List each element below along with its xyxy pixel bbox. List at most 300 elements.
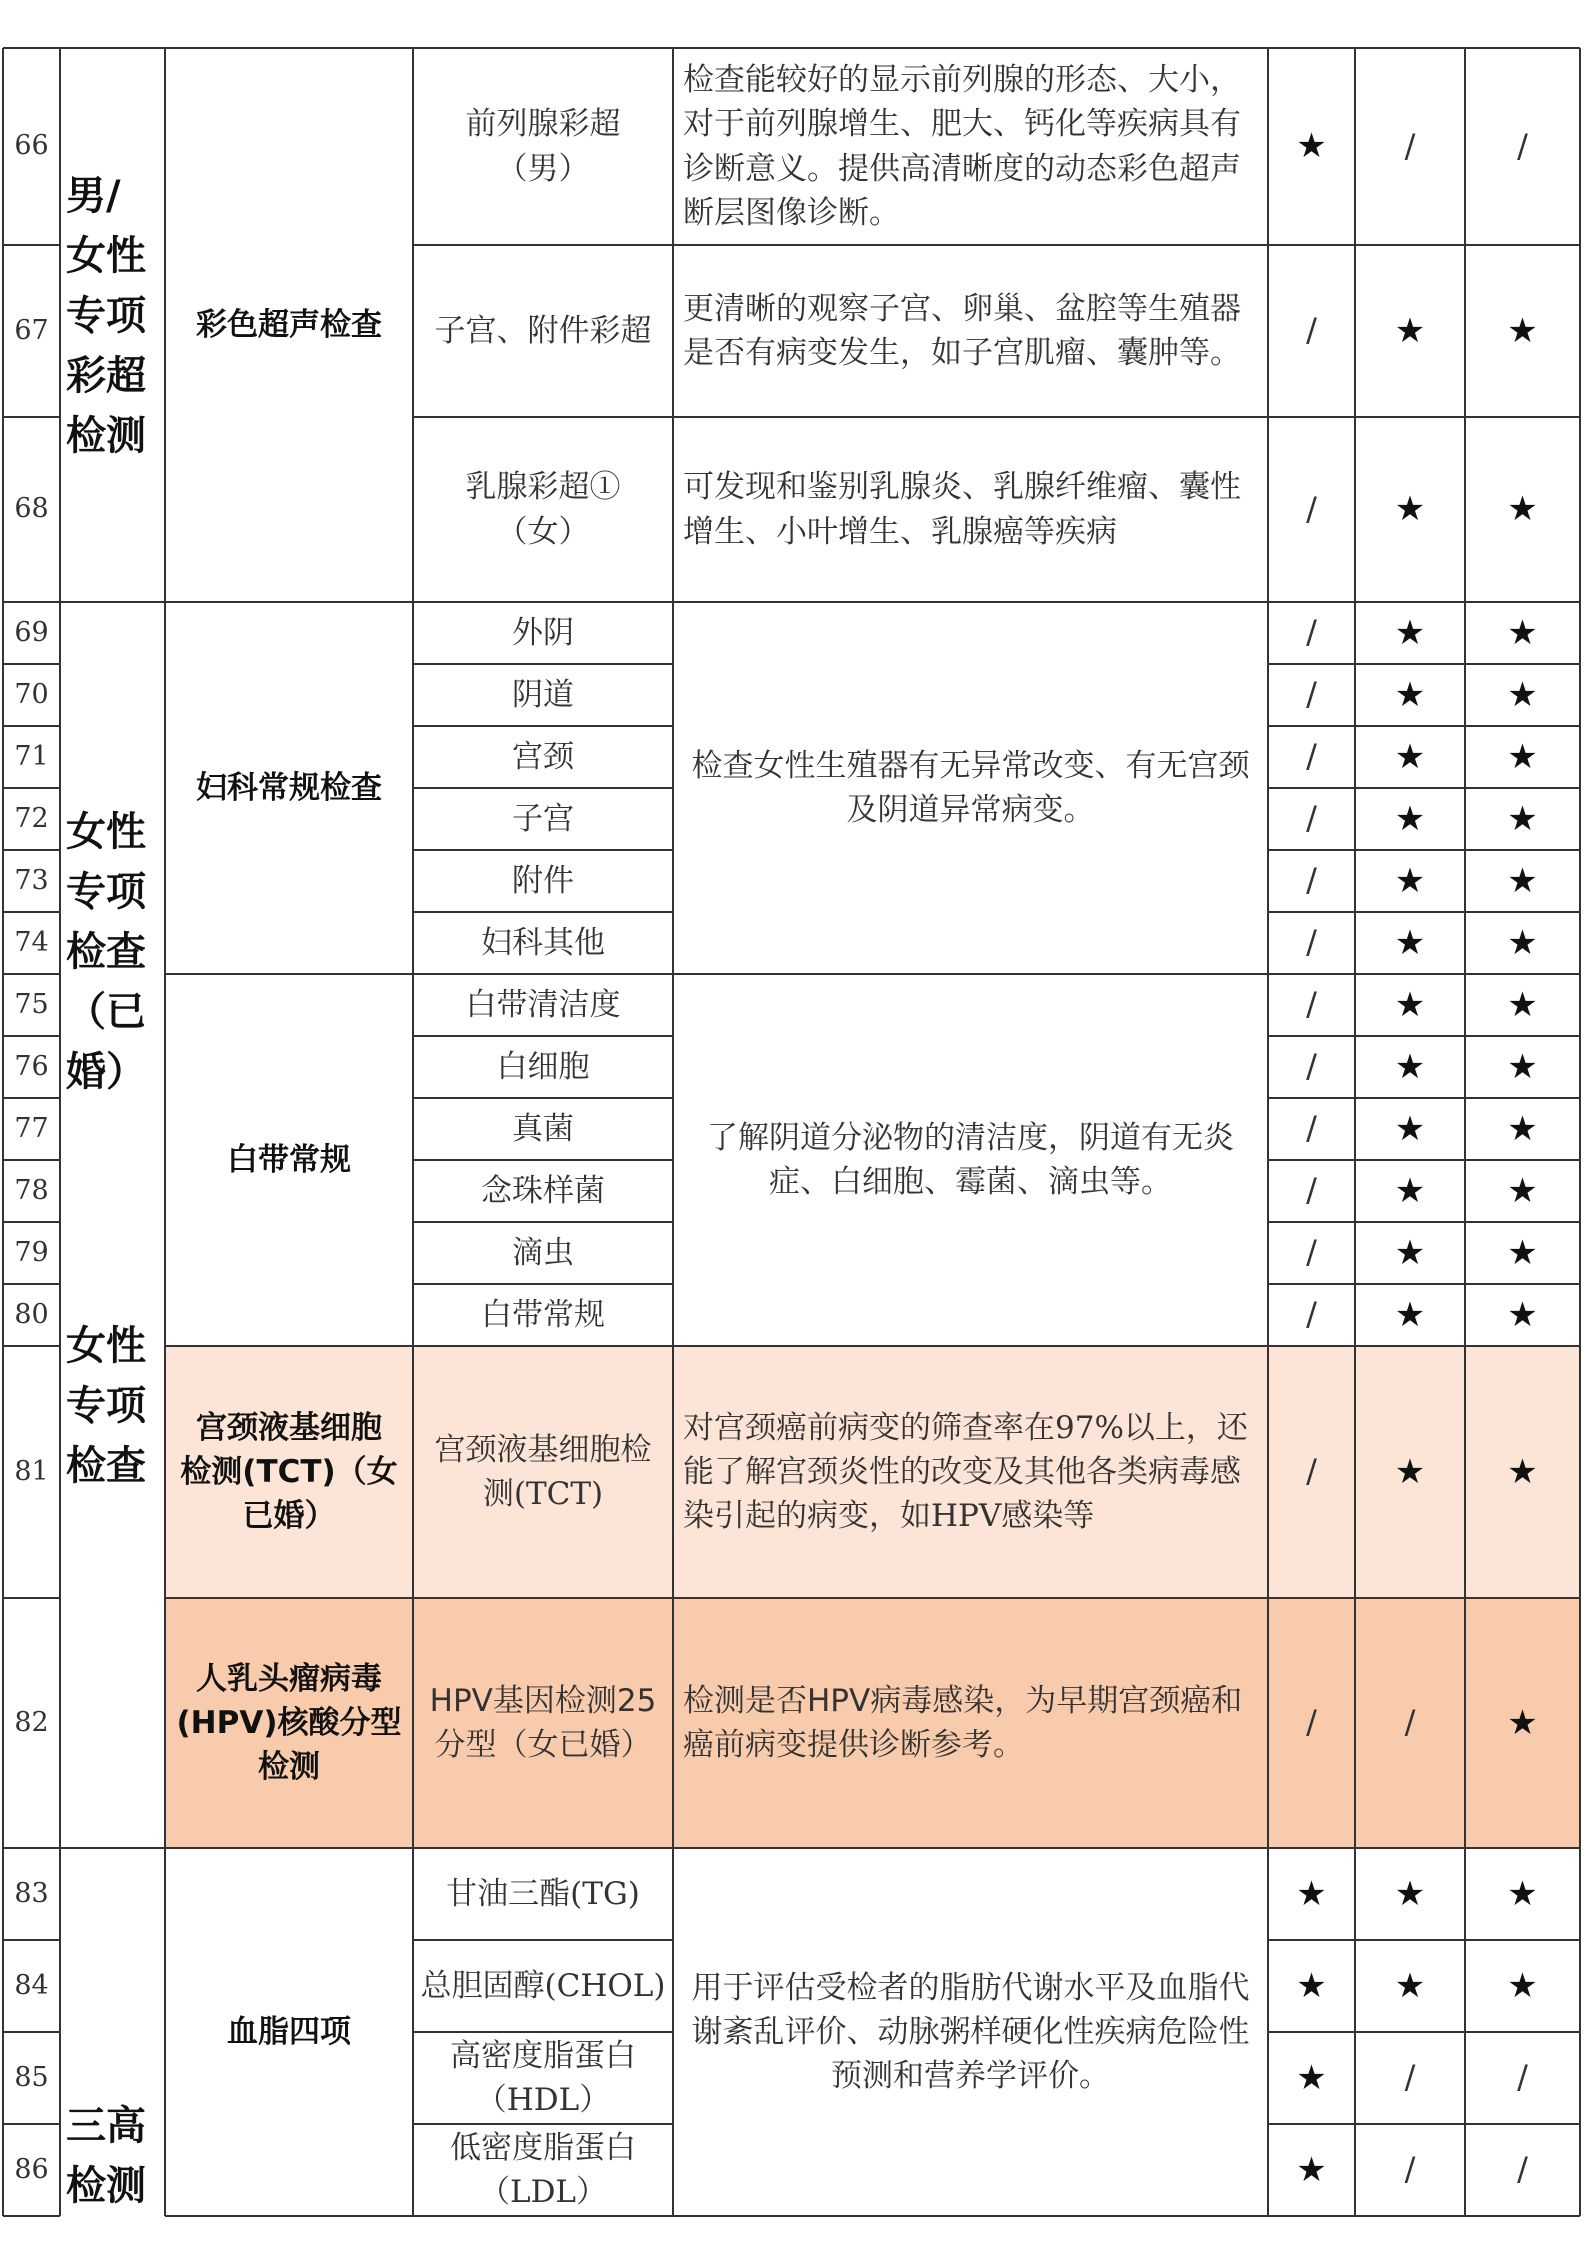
item-name-text: 子宫、附件彩超 xyxy=(434,312,652,349)
grid-line xyxy=(413,911,673,913)
item-name xyxy=(413,1160,673,1222)
package-mark-1-text: / xyxy=(1306,985,1317,1024)
item-name-text: 妇科其他 xyxy=(481,924,605,961)
item-name-text: 白细胞 xyxy=(496,1048,590,1085)
category-cell-text: 女性 专项 检查 （已 婚） xyxy=(66,809,146,1095)
item-name-text: 低密度脂蛋白 （LDL） xyxy=(450,2129,636,2210)
grid-line xyxy=(1268,416,1580,418)
item-name-text: 白带清洁度 xyxy=(465,986,621,1023)
item-name-text: 念珠样菌 xyxy=(481,1172,605,1209)
grid-line xyxy=(413,725,673,727)
grid-line xyxy=(1268,1939,1580,1941)
package-mark-2 xyxy=(1355,974,1465,1036)
row-number-text: 69 xyxy=(14,616,49,648)
row-number xyxy=(3,788,60,850)
package-mark-3-text: ★ xyxy=(1507,1046,1538,1087)
package-mark-1 xyxy=(1268,245,1355,417)
item-name-text: 宫颈 xyxy=(512,738,574,775)
package-mark-1 xyxy=(1268,1098,1355,1160)
grid-line xyxy=(413,244,673,246)
row-number xyxy=(3,48,60,245)
grid-line xyxy=(3,1939,60,1941)
grid-line xyxy=(3,2123,60,2125)
package-mark-1-text: / xyxy=(1306,1171,1317,1210)
grid-line xyxy=(3,1159,60,1161)
grid-line xyxy=(3,601,60,603)
package-mark-1-text: / xyxy=(1306,737,1317,776)
grid-line xyxy=(165,1345,413,1347)
grid-line xyxy=(1268,911,1580,913)
package-mark-1-text: ★ xyxy=(1296,126,1327,167)
grid-line xyxy=(60,1847,165,1849)
package-mark-3-text: ★ xyxy=(1507,1232,1538,1273)
package-mark-3 xyxy=(1465,1222,1580,1284)
grid-line xyxy=(413,416,673,418)
package-mark-2-text: ★ xyxy=(1394,674,1426,715)
item-name xyxy=(413,974,673,1036)
grid-line xyxy=(59,48,61,2216)
row-number-text: 66 xyxy=(14,130,49,162)
package-mark-2-text: ★ xyxy=(1394,489,1426,530)
package-mark-1 xyxy=(1268,974,1355,1036)
grid-line xyxy=(1268,1221,1580,1223)
item-name-text: 附件 xyxy=(512,862,574,899)
package-mark-2-text: / xyxy=(1404,126,1416,165)
package-mark-2-text: / xyxy=(1404,2150,1416,2189)
package-mark-3-text: ★ xyxy=(1507,1451,1538,1492)
package-mark-3 xyxy=(1465,664,1580,726)
item-name-text: 高密度脂蛋白 （HDL） xyxy=(450,2037,636,2118)
row-number xyxy=(3,1222,60,1284)
grid-line xyxy=(413,1345,673,1347)
package-mark-3-text: ★ xyxy=(1507,489,1538,530)
package-mark-3 xyxy=(1465,245,1580,417)
description-cell-text: 检查女性生殖器有无异常改变、有无宫颈及阴道异常病变。 xyxy=(691,747,1250,828)
grid-line xyxy=(413,1097,673,1099)
description-cell xyxy=(673,48,1268,245)
item-name xyxy=(413,2032,673,2124)
package-mark-3 xyxy=(1465,1940,1580,2032)
item-name xyxy=(413,1848,673,1940)
row-number-text: 82 xyxy=(14,1706,49,1738)
row-number-text: 84 xyxy=(14,1969,49,2001)
package-mark-1 xyxy=(1268,1284,1355,1346)
grid-line xyxy=(165,1847,413,1849)
grid-line xyxy=(1268,601,1580,603)
group-cell xyxy=(165,1848,413,2216)
row-number xyxy=(3,974,60,1036)
group-cell-text: 白带常规 xyxy=(227,1141,351,1178)
package-mark-3-text: / xyxy=(1517,2150,1528,2189)
package-mark-3-text: ★ xyxy=(1507,1108,1538,1149)
item-name xyxy=(413,2124,673,2216)
package-mark-2 xyxy=(1355,1036,1465,1098)
package-mark-2-text: ★ xyxy=(1394,310,1426,351)
package-mark-2-text: ★ xyxy=(1394,1873,1426,1914)
grid-line xyxy=(413,1283,673,1285)
package-mark-2-text: ★ xyxy=(1394,922,1426,963)
row-number xyxy=(3,1598,60,1848)
grid-line xyxy=(3,725,60,727)
description-cell-text: 用于评估受检者的脂肪代谢水平及血脂代谢紊乱评价、动脉粥样硬化性疾病危险性预测和营养学评价。 xyxy=(691,1969,1250,2094)
group-cell-text: 宫颈液基细胞 检测(TCT)（女 已婚） xyxy=(180,1409,398,1534)
row-number xyxy=(3,1940,60,2032)
description-cell xyxy=(673,602,1268,974)
category-cell-text: 三高 检测 xyxy=(66,2103,146,2209)
item-name-text: 宫颈液基细胞检 测(TCT) xyxy=(434,1431,652,1512)
item-name-text: 总胆固醇(CHOL) xyxy=(420,1967,666,2004)
grid-line xyxy=(413,663,673,665)
package-mark-1 xyxy=(1268,1598,1355,1848)
grid-line xyxy=(1354,48,1356,2216)
item-name xyxy=(413,48,673,245)
row-number xyxy=(3,664,60,726)
group-cell xyxy=(165,1598,413,1848)
item-name xyxy=(413,1036,673,1098)
package-mark-3-text: / xyxy=(1517,2058,1528,2097)
package-mark-2-text: ★ xyxy=(1394,1451,1426,1492)
package-mark-1 xyxy=(1268,912,1355,974)
grid-line xyxy=(673,601,1268,603)
package-mark-3-text: ★ xyxy=(1507,860,1538,901)
row-number-text: 73 xyxy=(14,864,49,896)
package-mark-1 xyxy=(1268,788,1355,850)
package-mark-1-text: / xyxy=(1306,1452,1317,1491)
package-mark-1-text: / xyxy=(1306,311,1317,350)
description-cell xyxy=(673,1598,1268,1848)
grid-line xyxy=(413,1159,673,1161)
package-mark-2-text: ★ xyxy=(1394,1108,1426,1149)
package-mark-1 xyxy=(1268,48,1355,245)
grid-line xyxy=(413,601,673,603)
package-mark-2 xyxy=(1355,788,1465,850)
item-name-text: 前列腺彩超 （男） xyxy=(465,106,621,187)
grid-line xyxy=(413,47,673,49)
grid-line xyxy=(673,416,1268,418)
item-name-text: 真菌 xyxy=(512,1110,574,1147)
grid-line xyxy=(673,2215,1268,2217)
row-number-text: 77 xyxy=(14,1112,49,1144)
grid-line xyxy=(673,1345,1268,1347)
package-mark-3 xyxy=(1465,974,1580,1036)
package-mark-2 xyxy=(1355,664,1465,726)
package-mark-3 xyxy=(1465,850,1580,912)
grid-line xyxy=(1268,47,1580,49)
grid-line xyxy=(413,2031,673,2033)
row-number-text: 71 xyxy=(14,740,49,772)
description-cell-text: 可发现和鉴别乳腺炎、乳腺纤维瘤、囊性增生、小叶增生、乳腺癌等疾病 xyxy=(683,469,1241,550)
grid-line xyxy=(3,2215,60,2217)
package-mark-2 xyxy=(1355,2032,1465,2124)
row-number xyxy=(3,1160,60,1222)
item-name-text: 外阴 xyxy=(512,614,574,651)
package-mark-1-text: / xyxy=(1306,1703,1317,1742)
grid-line xyxy=(3,911,60,913)
grid-line xyxy=(164,48,166,2216)
row-number-text: 70 xyxy=(14,678,49,710)
package-mark-2 xyxy=(1355,1098,1465,1160)
grid-line xyxy=(3,1097,60,1099)
category-cell xyxy=(60,1316,165,1818)
package-mark-2-text: / xyxy=(1404,1703,1416,1742)
item-name xyxy=(413,245,673,417)
package-mark-1 xyxy=(1268,1940,1355,2032)
grid-line xyxy=(1268,849,1580,851)
description-cell-text: 检测是否HPV病毒感染，为早期宫颈癌和癌前病变提供诊断参考。 xyxy=(683,1682,1243,1763)
package-mark-2-text: ★ xyxy=(1394,1170,1426,1211)
item-name-text: 乳腺彩超① （女） xyxy=(465,469,621,550)
grid-line xyxy=(1464,48,1466,2216)
grid-line xyxy=(165,2215,413,2217)
row-number-text: 80 xyxy=(14,1298,49,1330)
grid-line xyxy=(3,1847,60,1849)
package-mark-1-text: ★ xyxy=(1296,1965,1327,2006)
package-mark-2-text: ★ xyxy=(1394,860,1426,901)
grid-line xyxy=(1268,1159,1580,1161)
package-mark-1-text: / xyxy=(1306,1233,1317,1272)
package-mark-3-text: ★ xyxy=(1507,674,1538,715)
row-number-text: 67 xyxy=(14,314,49,346)
grid-line xyxy=(3,973,60,975)
grid-line xyxy=(165,1597,413,1599)
grid-line xyxy=(413,973,673,975)
item-name xyxy=(413,1598,673,1848)
grid-line xyxy=(1268,244,1580,246)
item-name xyxy=(413,417,673,602)
row-number xyxy=(3,1284,60,1346)
group-cell-text: 妇科常规检查 xyxy=(196,769,382,806)
package-mark-3-text: ★ xyxy=(1507,310,1538,351)
package-mark-1-text: / xyxy=(1306,1047,1317,1086)
package-mark-1-text: ★ xyxy=(1296,2149,1327,2190)
row-number-text: 75 xyxy=(14,988,49,1020)
package-mark-3 xyxy=(1465,912,1580,974)
package-mark-2-text: ★ xyxy=(1394,1294,1426,1335)
row-number xyxy=(3,602,60,664)
grid-line xyxy=(1268,1283,1580,1285)
package-mark-2 xyxy=(1355,2124,1465,2216)
item-name-text: 滴虫 xyxy=(512,1234,574,1271)
package-mark-3 xyxy=(1465,1284,1580,1346)
package-mark-3-text: ★ xyxy=(1507,1873,1538,1914)
item-name xyxy=(413,602,673,664)
row-number-text: 86 xyxy=(14,2153,49,2185)
row-number-text: 85 xyxy=(14,2061,49,2093)
grid-line xyxy=(3,1035,60,1037)
grid-line xyxy=(1267,48,1269,2216)
package-mark-1 xyxy=(1268,2124,1355,2216)
group-cell xyxy=(165,1346,413,1598)
grid-line xyxy=(2,48,4,2216)
description-cell xyxy=(673,974,1268,1346)
package-mark-3-text: ★ xyxy=(1507,984,1538,1025)
grid-line xyxy=(673,973,1268,975)
package-mark-2 xyxy=(1355,1848,1465,1940)
package-mark-2-text: ★ xyxy=(1394,612,1426,653)
package-mark-2-text: ★ xyxy=(1394,1046,1426,1087)
package-mark-2-text: / xyxy=(1404,2058,1416,2097)
package-mark-1-text: / xyxy=(1306,489,1317,528)
package-mark-3 xyxy=(1465,48,1580,245)
package-mark-3 xyxy=(1465,2124,1580,2216)
package-mark-3 xyxy=(1465,602,1580,664)
package-mark-1 xyxy=(1268,417,1355,602)
package-mark-2-text: ★ xyxy=(1394,798,1426,839)
item-name xyxy=(413,850,673,912)
package-mark-2 xyxy=(1355,1284,1465,1346)
package-mark-2-text: ★ xyxy=(1394,984,1426,1025)
category-cell-text: 女性 专项 检查 xyxy=(66,1323,146,1489)
grid-line xyxy=(165,47,413,49)
package-mark-2-text: ★ xyxy=(1394,1232,1426,1273)
item-name xyxy=(413,664,673,726)
grid-line xyxy=(3,787,60,789)
grid-line xyxy=(1268,725,1580,727)
row-number-text: 83 xyxy=(14,1877,49,1909)
grid-line xyxy=(3,663,60,665)
package-mark-1 xyxy=(1268,1346,1355,1598)
grid-line xyxy=(1268,787,1580,789)
grid-line xyxy=(413,1939,673,1941)
grid-line xyxy=(673,47,1268,49)
category-cell-text: 男/ 女性 专项 彩超 检测 xyxy=(66,173,146,459)
item-name xyxy=(413,912,673,974)
package-mark-2-text: ★ xyxy=(1394,736,1426,777)
grid-line xyxy=(3,47,60,49)
item-name xyxy=(413,1098,673,1160)
package-mark-2 xyxy=(1355,245,1465,417)
grid-line xyxy=(413,1847,673,1849)
item-name xyxy=(413,1346,673,1598)
grid-line xyxy=(673,244,1268,246)
item-name xyxy=(413,1940,673,2032)
package-mark-3-text: / xyxy=(1517,126,1528,165)
package-mark-3-text: ★ xyxy=(1507,922,1538,963)
package-mark-3 xyxy=(1465,1160,1580,1222)
row-number xyxy=(3,245,60,417)
package-mark-1-text: ★ xyxy=(1296,1873,1327,1914)
package-mark-3 xyxy=(1465,1848,1580,1940)
description-cell xyxy=(673,417,1268,602)
row-number xyxy=(3,1036,60,1098)
category-cell xyxy=(60,1848,165,2216)
package-mark-3 xyxy=(1465,788,1580,850)
item-name-text: 阴道 xyxy=(512,676,574,713)
description-cell xyxy=(673,1346,1268,1598)
row-number-text: 81 xyxy=(14,1455,49,1487)
package-mark-2-text: ★ xyxy=(1394,1965,1426,2006)
package-mark-1 xyxy=(1268,2032,1355,2124)
grid-line xyxy=(673,1847,1268,1849)
grid-line xyxy=(1579,48,1581,2216)
package-mark-1 xyxy=(1268,602,1355,664)
package-mark-3-text: ★ xyxy=(1507,798,1538,839)
package-mark-2 xyxy=(1355,1598,1465,1848)
package-mark-1-text: / xyxy=(1306,799,1317,838)
item-name xyxy=(413,726,673,788)
package-mark-3 xyxy=(1465,1098,1580,1160)
row-number xyxy=(3,726,60,788)
package-mark-2 xyxy=(1355,1940,1465,2032)
group-cell xyxy=(165,974,413,1346)
item-name xyxy=(413,788,673,850)
grid-line xyxy=(413,2123,673,2125)
package-mark-3 xyxy=(1465,417,1580,602)
group-cell-text: 血脂四项 xyxy=(227,2013,351,2050)
package-mark-3 xyxy=(1465,1598,1580,1848)
package-mark-2 xyxy=(1355,1346,1465,1598)
grid-line xyxy=(3,244,60,246)
grid-line xyxy=(3,416,60,418)
package-mark-1-text: / xyxy=(1306,1109,1317,1148)
category-cell xyxy=(60,48,165,602)
package-mark-2 xyxy=(1355,602,1465,664)
group-cell xyxy=(165,48,413,602)
item-name-text: HPV基因检测25 分型（女已婚） xyxy=(429,1682,657,1763)
package-mark-3 xyxy=(1465,726,1580,788)
package-mark-2 xyxy=(1355,726,1465,788)
package-mark-1-text: / xyxy=(1306,1295,1317,1334)
grid-line xyxy=(412,48,414,2216)
item-name-text: 白带常规 xyxy=(481,1296,605,1333)
grid-line xyxy=(413,849,673,851)
package-mark-1 xyxy=(1268,1160,1355,1222)
description-cell-text: 了解阴道分泌物的清洁度，阴道有无炎症、白细胞、霉菌、滴虫等。 xyxy=(707,1119,1234,1200)
package-mark-1-text: ★ xyxy=(1296,2057,1327,2098)
package-mark-3 xyxy=(1465,1346,1580,1598)
grid-line xyxy=(3,1221,60,1223)
package-mark-1-text: / xyxy=(1306,613,1317,652)
grid-line xyxy=(1268,1345,1580,1347)
group-cell-text: 彩色超声检查 xyxy=(196,306,382,343)
grid-line xyxy=(3,1345,60,1347)
grid-line xyxy=(1268,1097,1580,1099)
package-mark-3 xyxy=(1465,1036,1580,1098)
package-mark-3 xyxy=(1465,2032,1580,2124)
row-number-text: 72 xyxy=(14,802,49,834)
row-number xyxy=(3,417,60,602)
description-cell xyxy=(673,1848,1268,2216)
item-name xyxy=(413,1222,673,1284)
grid-line xyxy=(1268,663,1580,665)
package-mark-2 xyxy=(1355,48,1465,245)
row-number xyxy=(3,1848,60,1940)
package-mark-3-text: ★ xyxy=(1507,1170,1538,1211)
row-number xyxy=(3,2032,60,2124)
row-number xyxy=(3,850,60,912)
grid-line xyxy=(1268,1847,1580,1849)
grid-line xyxy=(413,1035,673,1037)
grid-line xyxy=(1268,2123,1580,2125)
package-mark-1 xyxy=(1268,850,1355,912)
row-number xyxy=(3,1098,60,1160)
package-mark-1 xyxy=(1268,1222,1355,1284)
package-mark-2 xyxy=(1355,417,1465,602)
group-cell xyxy=(165,602,413,974)
package-mark-2 xyxy=(1355,1160,1465,1222)
package-mark-2 xyxy=(1355,1222,1465,1284)
package-mark-1 xyxy=(1268,1848,1355,1940)
package-mark-1-text: / xyxy=(1306,861,1317,900)
grid-line xyxy=(60,47,165,49)
package-mark-3-text: ★ xyxy=(1507,736,1538,777)
item-name-text: 子宫 xyxy=(512,800,574,837)
grid-line xyxy=(1268,1597,1580,1599)
grid-line xyxy=(672,48,674,2216)
row-number-text: 78 xyxy=(14,1174,49,1206)
row-number xyxy=(3,912,60,974)
grid-line xyxy=(1268,2031,1580,2033)
